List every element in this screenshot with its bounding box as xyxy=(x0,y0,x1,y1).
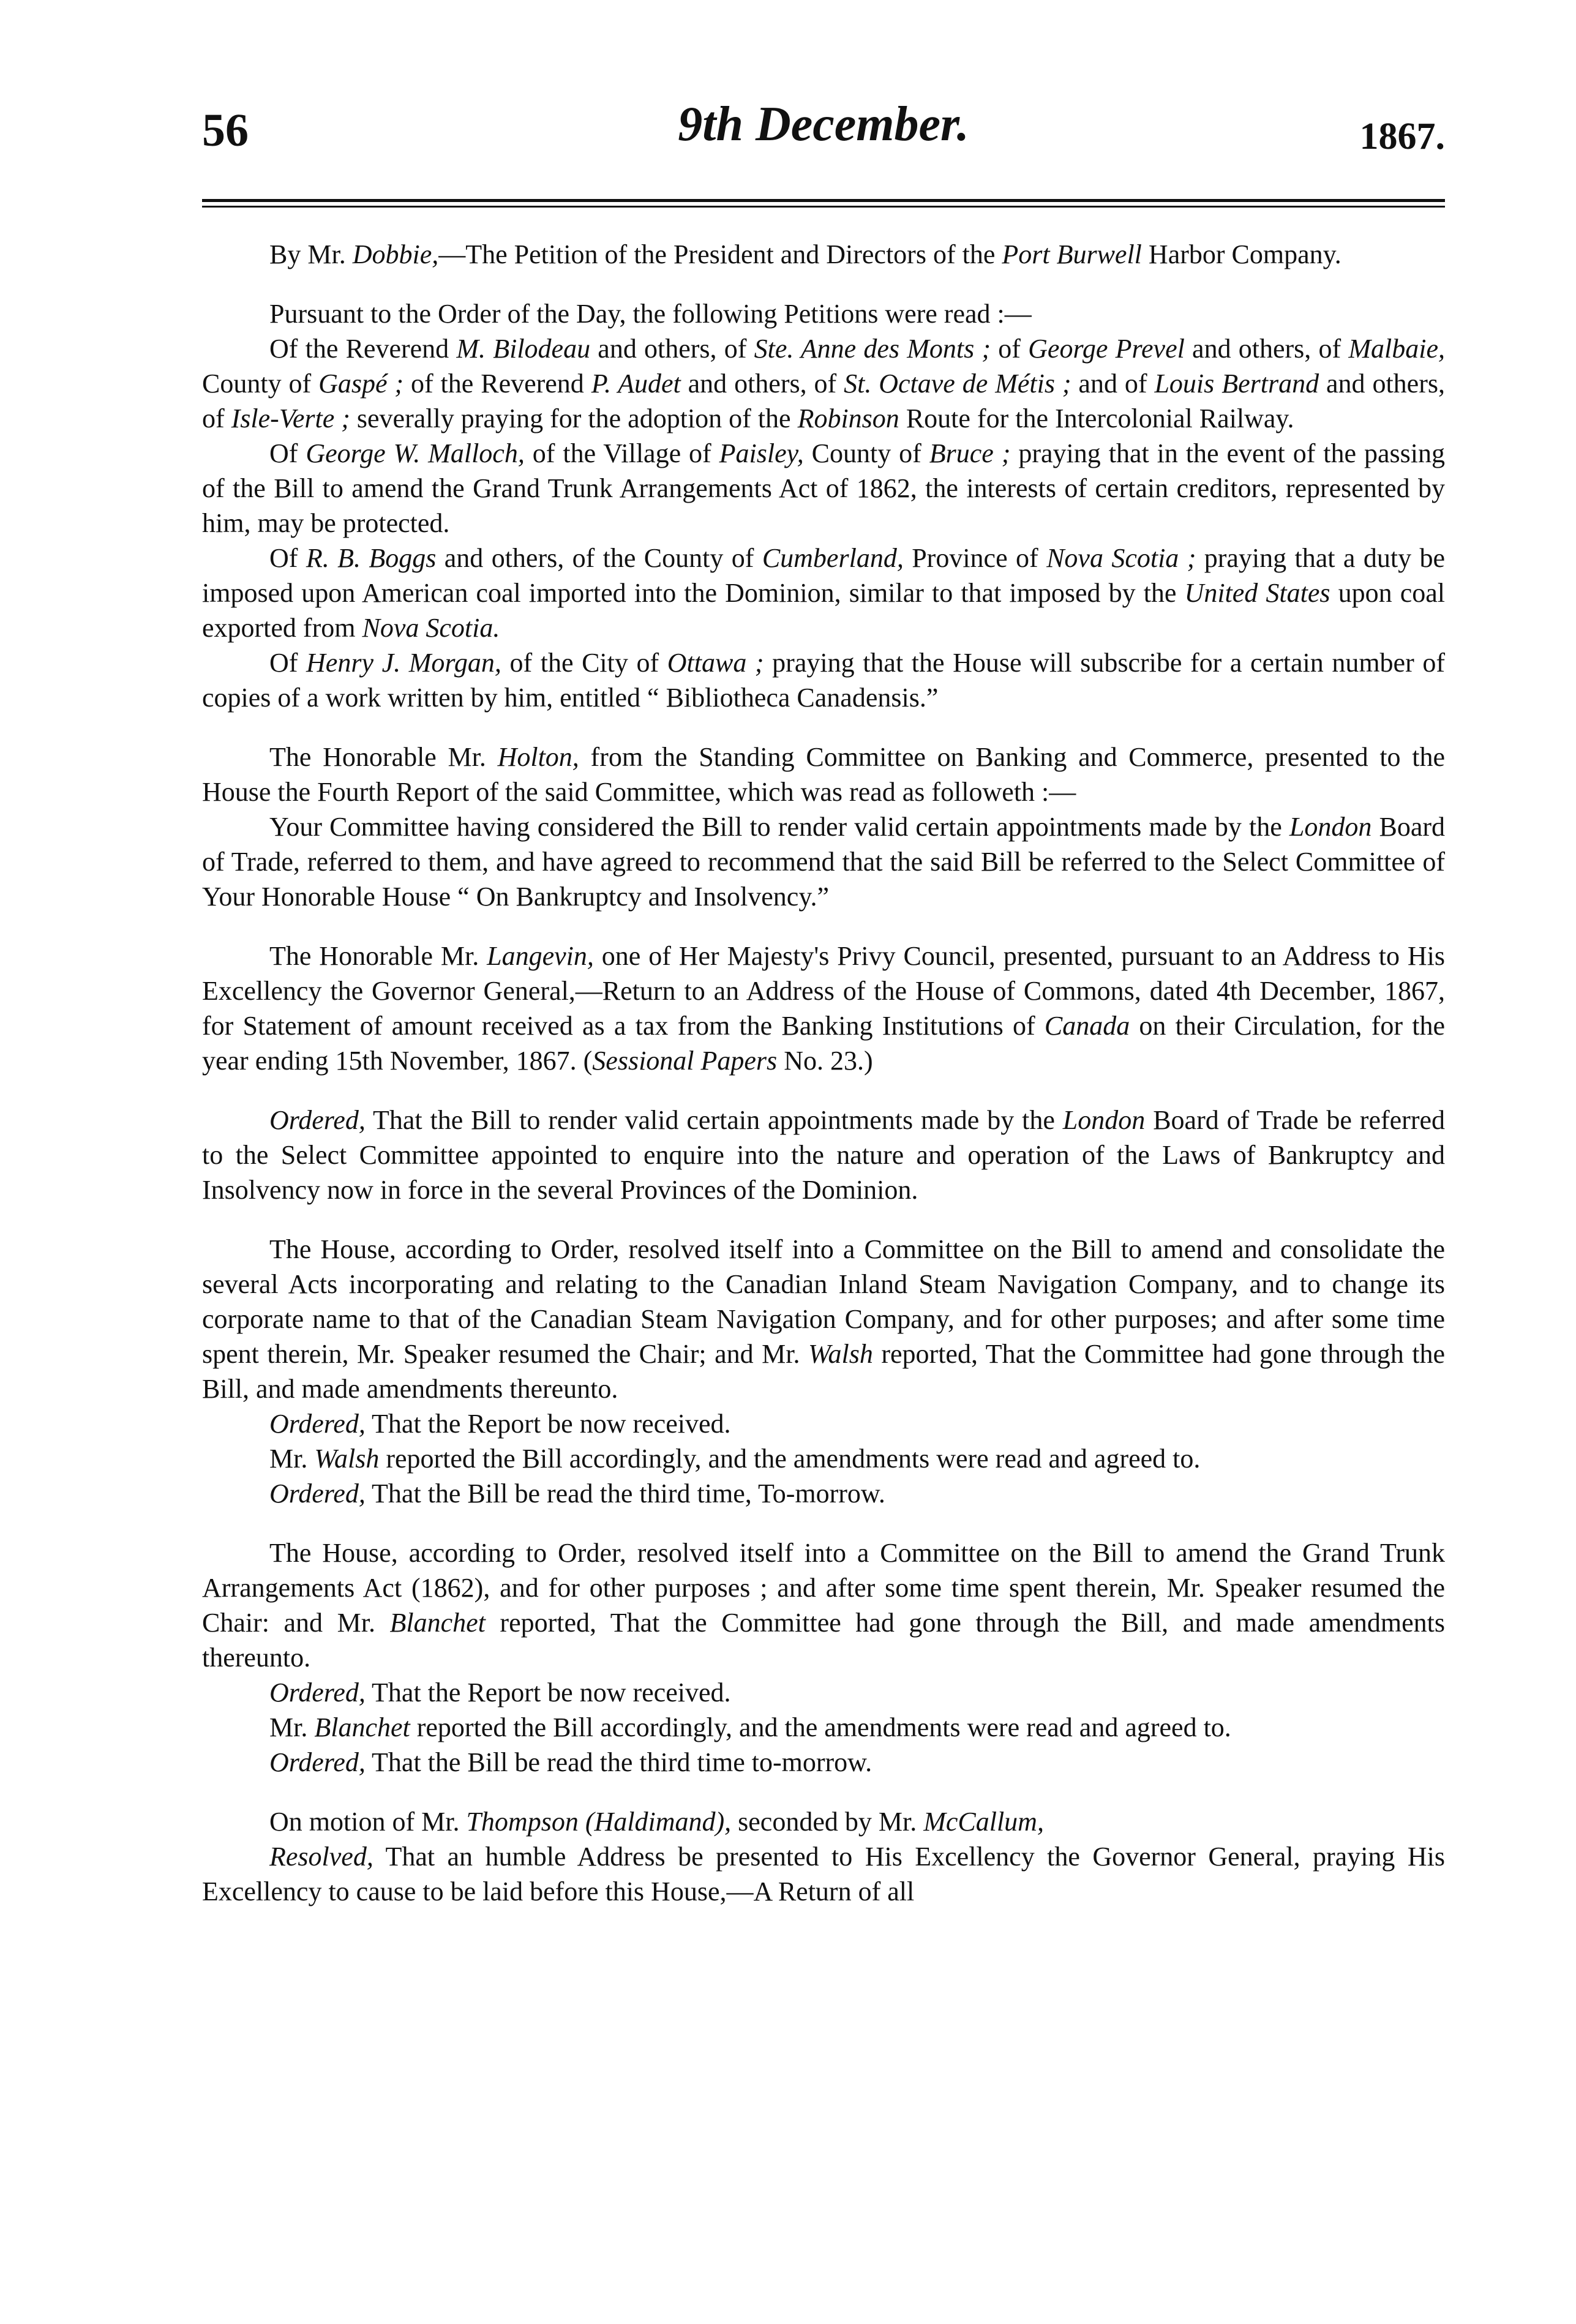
text-run: Of xyxy=(269,438,306,468)
text-run: On motion of Mr. xyxy=(269,1807,467,1837)
paragraph-gap xyxy=(202,272,1445,296)
page-header xyxy=(202,97,1445,174)
text-run: and others, of xyxy=(202,369,1445,433)
italic-text: Ottawa ; xyxy=(667,648,764,678)
paragraph xyxy=(202,331,1445,436)
text-run: Your Committee having considered the Bill to render valid certain appointments made by the xyxy=(269,812,1289,842)
text-run: seconded by Mr. xyxy=(731,1807,924,1837)
text-run: By Mr. xyxy=(269,239,353,269)
italic-text: Blanchet xyxy=(389,1608,486,1638)
italic-text: Resolved, xyxy=(269,1842,373,1872)
paragraph xyxy=(202,1839,1445,1909)
text-run: Board of Trade, referred to them, and have agreed to recommend that the said Bill be referred to the Select Committee of Your Honorable House “ On Bankruptcy and Insolvency.” xyxy=(202,812,1446,912)
paragraph xyxy=(202,740,1445,809)
text-run: That the Bill be read the third time to-morrow. xyxy=(365,1747,872,1777)
italic-text: Ordered, xyxy=(269,1409,366,1439)
text-run: Of the Reverend xyxy=(269,334,457,364)
paragraph xyxy=(202,1675,1445,1710)
italic-text: Walsh xyxy=(808,1339,873,1369)
italic-text: Gaspé ; xyxy=(318,369,404,399)
page-year: 1867. xyxy=(1359,116,1445,157)
text-run: That the Bill to render valid certain appointments made by the xyxy=(365,1105,1063,1135)
italic-text: Sessional Papers xyxy=(592,1046,778,1076)
paragraph xyxy=(202,939,1445,1078)
document-page xyxy=(202,97,1446,1909)
text-run: and others, of xyxy=(590,334,754,364)
text-run: That the Report be now received. xyxy=(365,1409,731,1439)
text-run: and others, of xyxy=(1184,334,1349,364)
text-run: The Honorable Mr. xyxy=(269,742,498,772)
italic-text: Langevin, xyxy=(487,941,594,971)
text-run: of xyxy=(991,334,1029,364)
text-run: Of xyxy=(269,543,306,573)
text-run: and others, of the County of xyxy=(436,543,762,573)
page-title: 9th December. xyxy=(678,97,969,151)
italic-text: Bruce ; xyxy=(929,438,1011,468)
journal-body xyxy=(202,237,1445,1909)
text-run: reported, That the Committee had gone through the Bill, and made amendments thereunto. xyxy=(202,1608,1445,1673)
italic-text: Ordered, xyxy=(269,1105,366,1135)
text-run: The House, according to Order, resolved itself into a Committee on the Bill to amend and consolidate the several Acts incorporating and relating to the Canadian Inland Steam Navigation Company, and to change its corporate name to that of the Canadian Steam Navigation Company, and for other purposes; and after some time spent therein, Mr. Speaker resumed the Chair; and Mr. xyxy=(202,1234,1445,1369)
text-run: Route for the Intercolonial Railway. xyxy=(899,403,1294,433)
italic-text: Blanchet xyxy=(314,1712,410,1742)
italic-text: St. Octave de Métis ; xyxy=(844,369,1071,399)
italic-text: George W. Malloch, xyxy=(306,438,525,468)
text-run: and of xyxy=(1071,369,1155,399)
text-run: —The Petition of the President and Directors of the xyxy=(438,239,1002,269)
italic-text: Holton, xyxy=(497,742,579,772)
paragraph-gap xyxy=(202,1780,1445,1804)
text-run: reported, That the Committee had gone through the Bill, and made amendments thereunto. xyxy=(202,1339,1446,1404)
paragraph xyxy=(202,296,1445,331)
text-run: The Honorable Mr. xyxy=(269,941,487,971)
italic-text: Ste. Anne des Monts ; xyxy=(754,334,991,364)
paragraph-gap xyxy=(202,1511,1445,1535)
italic-text: McCallum, xyxy=(923,1807,1044,1837)
italic-text: Dobbie, xyxy=(352,239,439,269)
page-number: 56 xyxy=(202,105,249,156)
italic-text: Louis Bertrand xyxy=(1154,369,1319,399)
italic-text: Nova Scotia ; xyxy=(1046,543,1196,573)
text-run: praying that in the event of the passing of the Bill to amend the Grand Trunk Arrangements Act of 1862, the interests of certain creditors, represented by him, may be protected. xyxy=(202,438,1445,538)
text-run: reported the Bill accordingly, and the amendments were read and agreed to. xyxy=(410,1712,1231,1742)
text-run: No. 23.) xyxy=(777,1046,873,1076)
text-run: of the Reverend xyxy=(403,369,591,399)
text-run: praying that the House will subscribe for a certain number of copies of a work written by him, entitled “ Bibliotheca Canadensis.” xyxy=(202,648,1445,713)
text-run: That an humble Address be presented to His Excellency the Governor General, praying His Excellency to cause to be laid before this House,—A Return of all xyxy=(202,1842,1445,1906)
text-run: one of Her Majesty's Privy Council, presented, pursuant to an Address to His Excellency the Governor General,—Return to an Address of the House of Commons, dated 4th December, 1867, for Statement of amount received as a tax from the Banking Institutions of xyxy=(202,941,1445,1041)
paragraph xyxy=(202,1103,1445,1207)
text-run: reported the Bill accordingly, and the amendments were read and agreed to. xyxy=(379,1444,1201,1474)
text-run: Mr. xyxy=(269,1444,315,1474)
text-run: Mr. xyxy=(269,1712,315,1742)
italic-text: Ordered, xyxy=(269,1677,366,1707)
italic-text: Thompson (Haldimand), xyxy=(466,1807,732,1837)
paragraph-gap xyxy=(202,715,1445,740)
text-run: Province of xyxy=(903,543,1047,573)
text-run: County of xyxy=(202,369,319,399)
text-run: severally praying for the adoption of the xyxy=(350,403,798,433)
italic-text: Ordered, xyxy=(269,1479,366,1509)
text-run: Pursuant to the Order of the Day, the following Petitions were read :— xyxy=(269,299,1032,329)
paragraph xyxy=(202,1745,1445,1780)
italic-text: Henry J. Morgan, xyxy=(306,648,501,678)
italic-text: Ordered, xyxy=(269,1747,366,1777)
italic-text: R. B. Boggs xyxy=(306,543,437,573)
italic-text: Malbaie, xyxy=(1348,334,1445,364)
text-run: of the City of xyxy=(501,648,667,678)
paragraph-gap xyxy=(202,914,1445,939)
text-run: of the Village of xyxy=(524,438,719,468)
italic-text: London xyxy=(1289,812,1372,842)
text-run: Board of Trade be referred to the Select Committee appointed to enquire into the nature and operation of the Laws of Bankruptcy and Insolvency now in force in the several Provinces of the Dominion. xyxy=(202,1105,1446,1205)
paragraph xyxy=(202,645,1445,715)
paragraph xyxy=(202,1535,1445,1675)
text-run: praying that a duty be imposed upon American coal imported into the Dominion, similar to that imposed by the xyxy=(202,543,1445,608)
text-run: upon coal exported from xyxy=(202,578,1445,643)
paragraph xyxy=(202,1710,1445,1745)
paragraph xyxy=(202,436,1445,541)
text-run: and others, of xyxy=(680,369,844,399)
text-run: on their Circulation, for the year ending 15th November, 1867. ( xyxy=(202,1011,1445,1076)
paragraph xyxy=(202,809,1445,914)
paragraph xyxy=(202,1232,1445,1406)
italic-text: M. Bilodeau xyxy=(456,334,591,364)
italic-text: Cumberland, xyxy=(762,543,904,573)
paragraph xyxy=(202,1476,1445,1511)
italic-text: George Prevel xyxy=(1028,334,1185,364)
text-run: County of xyxy=(803,438,929,468)
text-run: Harbor Company. xyxy=(1141,239,1341,269)
header-rule xyxy=(202,199,1445,208)
italic-text: Nova Scotia. xyxy=(362,613,500,643)
text-run: Of xyxy=(269,648,307,678)
italic-text: Canada xyxy=(1044,1011,1130,1041)
text-run: That the Report be now received. xyxy=(365,1677,731,1707)
italic-text: Isle-Verte ; xyxy=(231,403,350,433)
italic-text: Paisley, xyxy=(719,438,804,468)
italic-text: P. Audet xyxy=(591,369,681,399)
text-run: The House, according to Order, resolved itself into a Committee on the Bill to amend the Grand Trunk Arrangements Act (1862), and for other purposes ; and after some time spent therein, Mr. Speaker resumed the Chair: and Mr. xyxy=(202,1538,1445,1638)
italic-text: Robinson xyxy=(797,403,899,433)
paragraph-gap xyxy=(202,1078,1445,1103)
italic-text: Port Burwell xyxy=(1002,239,1142,269)
italic-text: Walsh xyxy=(314,1444,380,1474)
paragraph xyxy=(202,1406,1445,1441)
text-run: That the Bill be read the third time, To-morrow. xyxy=(365,1479,885,1509)
italic-text: London xyxy=(1062,1105,1146,1135)
paragraph xyxy=(202,237,1445,272)
paragraph-gap xyxy=(202,1207,1445,1232)
paragraph xyxy=(202,1441,1445,1476)
paragraph xyxy=(202,1804,1445,1839)
paragraph xyxy=(202,541,1445,645)
italic-text: United States xyxy=(1184,578,1330,608)
text-run: from the Standing Committee on Banking and Commerce, presented to the House the Fourth Report of the said Committee, which was read as followeth :— xyxy=(202,742,1446,807)
